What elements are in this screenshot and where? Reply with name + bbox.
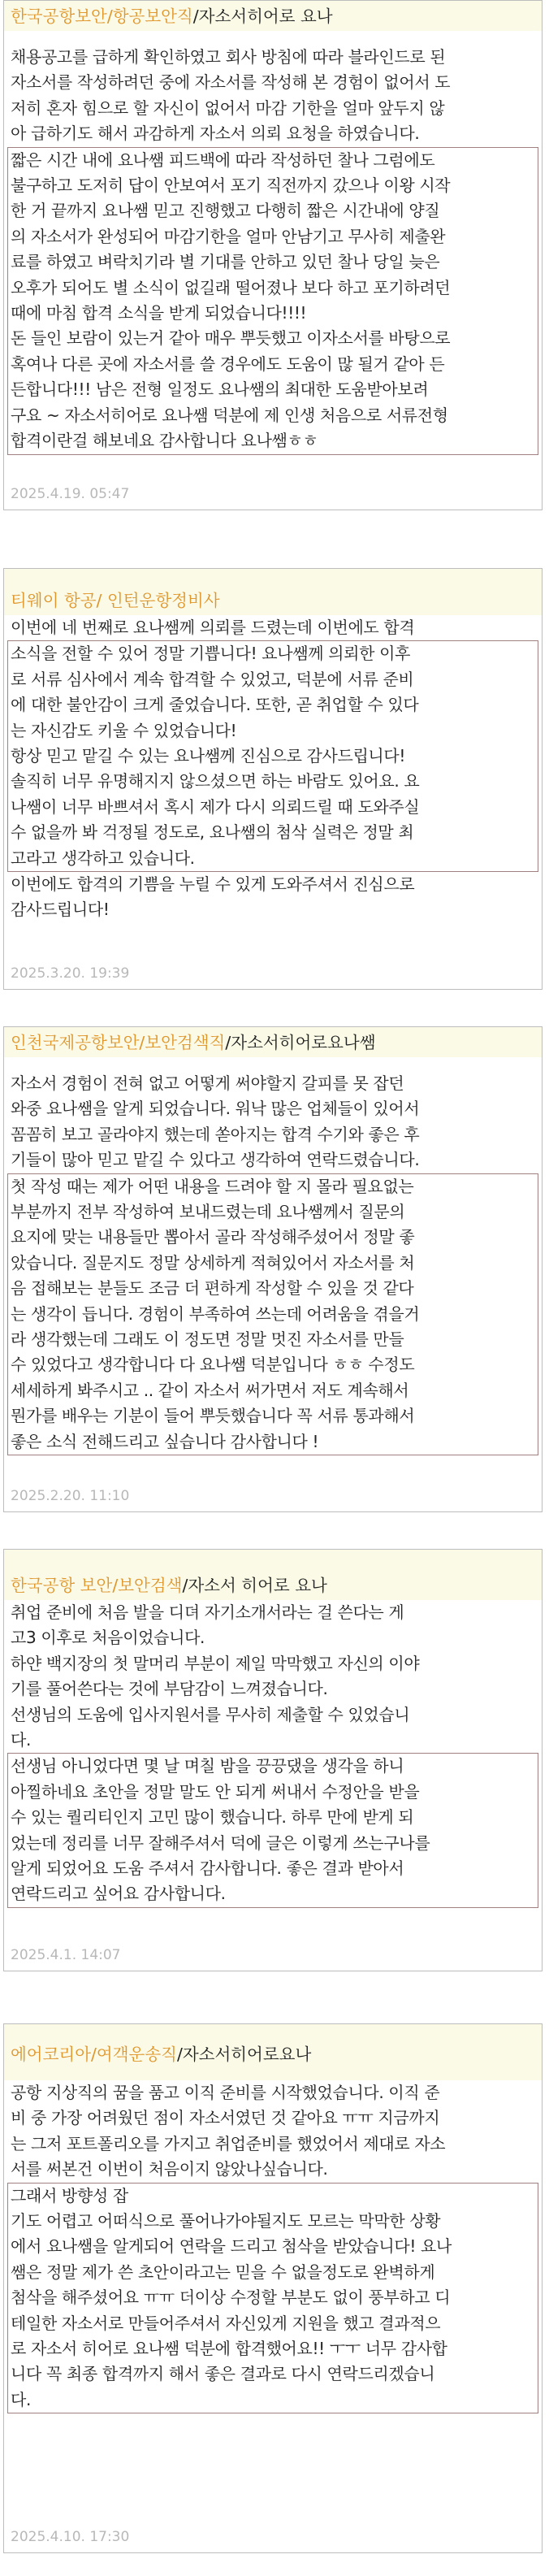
review-subtitle: /자소서히어로요나: [176, 2045, 312, 2064]
review-header: [4, 1550, 542, 1600]
review-highlight: 짧은 시간 내에 요나쌤 피드백에 따라 작성하던 찰나 그럼에도 불구하고 도저히 답이 안보여서 포기 직전까지 갔으나 이왕 시작 한 거 끝까지 요나쌤 믿고 진행했고 다행히 짧은 시간내에 양질 의 자소서가 완성되어 마감기한을 얼마 안남기고 무사히 제출완 료를 하였고 벼락치기라 별 기대를 안하고 있던 찰나 당일 늦은 오후가 되어도 별 소식이 없길래 떨어졌나 보다 하고 포기하려던 때에 마침 합격 소식을 받게 되었습니다!!!! 돈 들인 보람이 있는거 같아 매우 뿌듯했고 이자소서를 바탕으로 혹여나 다른 곳에 자소서를 쓸 경우에도 도움이 많 될거 같아 든 든합니다!!! 남은 전형 일정도 요나쌤의 최대한 도움받아보려 구요 ~ 자소서히어로 요나쌤 덕분에 제 인생 처음으로 서류전형 합격이란걸 해보네요 감사합니다 요나쌤ㅎㅎ: [7, 147, 538, 455]
review-header: [4, 2024, 542, 2080]
review-date: 2025.2.20. 11:10: [11, 1488, 130, 1504]
review-company-job: 한국공항보안/항공보안직: [11, 7, 193, 26]
review-card-3: [3, 1026, 543, 1512]
review-subtitle: /자소서 히어로 요나: [182, 1576, 327, 1595]
review-text: 채용공고를 급하게 확인하였고 회사 방침에 따라 블라인드로 된 자소서를 작성하려던 중에 자소서를 작성해 본 경험이 없어서 도 저히 혼자 힘으로 할 자신이 없어서 마감 기한을 얼마 앞두지 않 아 급하기도 해서 과감하게 자소서 의뢰 요청을 하였습니다.: [11, 47, 451, 144]
review-subtitle: /자소서히어로요나쌤: [225, 1033, 376, 1052]
review-body: [4, 31, 542, 455]
review-card-1: [3, 0, 543, 510]
review-card-4: [3, 1549, 543, 1971]
review-card-5: [3, 2023, 543, 2553]
review-date: 2025.4.19. 05:47: [11, 486, 130, 502]
review-body: [4, 615, 542, 923]
review-body: [4, 1600, 542, 1908]
review-date: 2025.4.1. 14:07: [11, 1947, 121, 1963]
review-text: 자소서 경험이 전혀 없고 어떻게 써야할지 갈피를 못 잡던 와중 요나쌤을 알게 되었습니다. 워낙 많은 업체들이 있어서 꼼꼼히 보고 골라야지 했는데 쏟아지는 합격 수기와 좋은 후 기들이 많아 믿고 맡길 수 있다고 생각하여 연락드렸습니다.: [11, 1073, 420, 1170]
review-company-job: 인천국제공항보안/보안검색직: [11, 1033, 226, 1052]
review-header: [4, 569, 542, 615]
review-company-job: 티웨이 항공/ 인턴운항정비사: [11, 591, 220, 610]
review-company-job: 한국공항 보안/보안검색: [11, 1576, 183, 1595]
review-highlight: 그래서 방향성 잡 기도 어렵고 어떠식으로 풀어나가야될지도 모르는 막막한 상황 에서 요나쌤을 알게되어 연락을 드리고 첨삭을 받았습니다! 요나 쌤은 정말 제가 쓴 초안이라고는 믿을 수 없을정도로 완벽하게 첨삭을 해주셨어요 ㅠㅠ 더이상 수정할 부분도 없이 풍부하고 디 테일한 자소서로 만들어주셔서 자신있게 지원을 했고 결과적으 로 자소서 히어로 요나쌤 덕분에 합격했어요!! ㅜㅜ 너무 감사합 니다 꼭 최종 합격까지 해서 좋은 결과로 다시 연락드리겠습니 다.: [7, 2183, 538, 2414]
review-text: 공항 지상직의 꿈을 품고 이직 준비를 시작했었습니다. 이직 준 비 중 가장 어려웠던 점이 자소서였던 것 같아요 ㅠㅠ 지금까지 는 그저 포트폴리오를 가지고 취업준비를 했었어서 제대로 자소 서를 써본건 이번이 처음이지 않았나싶습니다.: [11, 2083, 446, 2179]
review-body: [4, 2080, 542, 2413]
review-highlight: 소식을 전할 수 있어 정말 기쁩니다! 요나쌤께 의뢰한 이후 로 서류 심사에서 계속 합격할 수 있었고, 덕분에 서류 준비 에 대한 불안감이 크게 줄었습니다. 또한, 곧 취업할 수 있다 는 자신감도 키울 수 있었습니다! 항상 믿고 맡길 수 있는 요나쌤께 진심으로 감사드립니다! 솔직히 너무 유명해지지 않으셨으면 하는 바람도 있어요. 요 나쌤이 너무 바쁘셔서 혹시 제가 다시 의뢰드릴 때 도와주실 수 없을까 봐 걱정될 정도로, 요나쌤의 첨삭 실력은 정말 최 고라고 생각하고 있습니다.: [7, 640, 538, 872]
review-subtitle: /자소서히어로 요나: [192, 7, 333, 26]
review-highlight: 첫 작성 때는 제가 어떤 내용을 드려야 할 지 몰라 필요없는 부분까지 전부 작성하여 보내드렸는데 요나쌤께서 질문의 요지에 맞는 내용들만 뽑아서 골라 작성해주셨어서 정말 좋 았습니다. 질문지도 정말 상세하게 적혀있어서 자소서를 처 음 접해보는 분들도 조금 더 편하게 작성할 수 있을 것 같다 는 생각이 듭니다. 경험이 부족하여 쓰는데 어려움을 겪을거 라 생각했는데 그래도 이 정도면 정말 멋진 자소서를 만들 수 있었다고 생각합니다 다 요나쌤 덕분입니다 ㅎㅎ 수정도 세세하게 봐주시고 .. 같이 자소서 써가면서 저도 계속해서 뭔가를 배우는 기분이 들어 뿌듯했습니다 꼭 서류 통과해서 좋은 소식 전해드리고 싶습니다 감사합니다 !: [7, 1173, 538, 1455]
review-company-job: 에어코리아/여객운송직: [11, 2045, 177, 2064]
review-header: [4, 1, 542, 31]
review-date: 2025.3.20. 19:39: [11, 965, 130, 982]
review-body: [4, 1057, 542, 1455]
review-date: 2025.4.10. 17:30: [11, 2529, 130, 2545]
review-highlight: 선생님 아니었다면 몇 날 며칠 밤을 끙끙댔을 생각을 하니 아찔하네요 초안을 정말 말도 안 되게 써내서 수정안을 받을 수 있는 퀄리티인지 고민 많이 했습니다. 하루 만에 받게 되 었는데 정리를 너무 잘해주셔서 덕에 글은 이렇게 쓰는구나를 알게 되었어요 도움 주셔서 감사합니다. 좋은 결과 받아서 연락드리고 싶어요 감사합니다.: [7, 1753, 538, 1907]
review-text: 이번에 네 번째로 요나쌤께 의뢰를 드렸는데 이번에도 합격: [11, 618, 415, 637]
review-text: 이번에도 합격의 기쁨을 누릴 수 있게 도와주셔서 진심으로 감사드립니다!: [11, 874, 415, 920]
review-text: 취업 준비에 처음 발을 디뎌 자기소개서라는 걸 쓴다는 게 고3 이후로 처음이었습니다. 하얀 백지장의 첫 말머리 부분이 제일 막막했고 자신의 이야 기를 풀어쓴다는 것에 부담감이 느껴졌습니다. 선생님의 도움에 입사지원서를 무사히 제출할 수 있었습니 다.: [11, 1602, 420, 1750]
review-header: [4, 1027, 542, 1057]
review-card-2: [3, 568, 543, 990]
